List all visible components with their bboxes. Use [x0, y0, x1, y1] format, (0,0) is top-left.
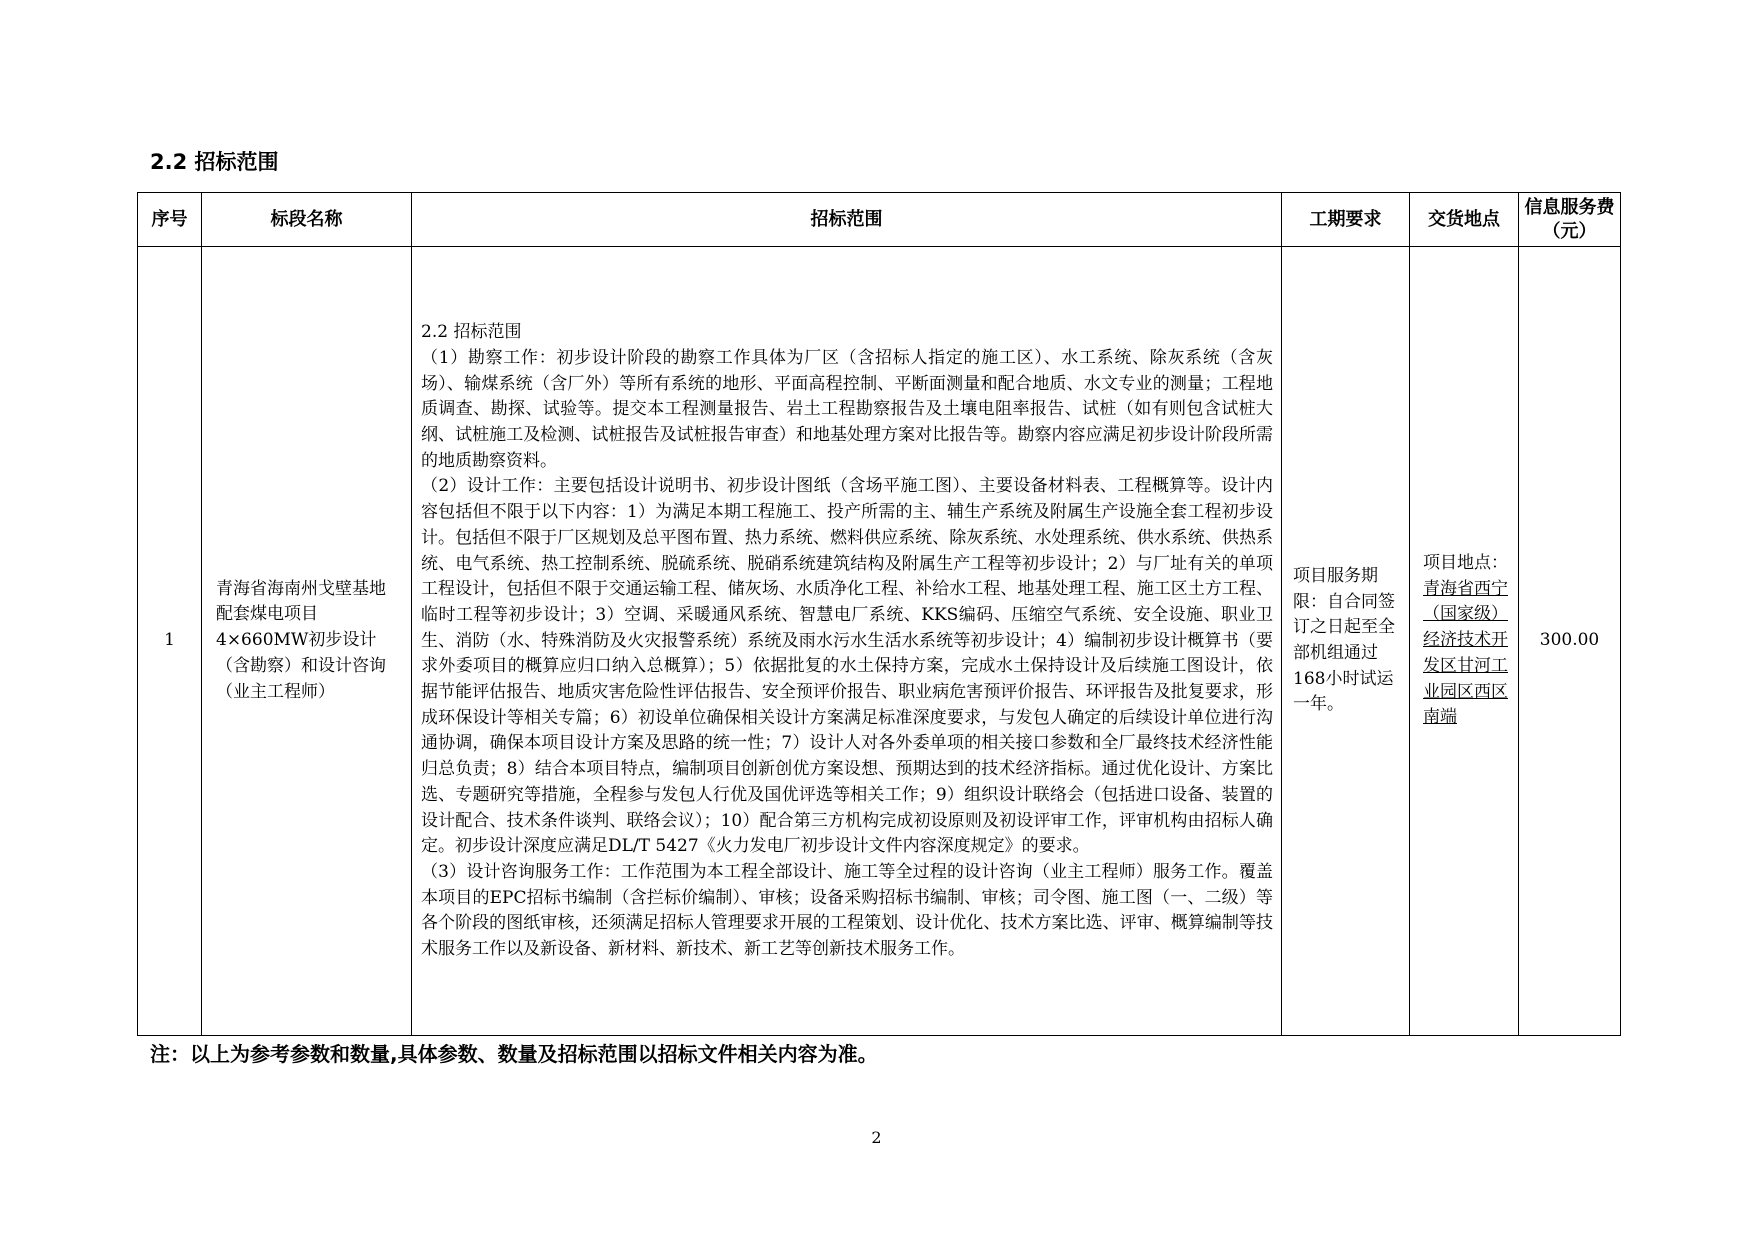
footnote: 注：以上为参考参数和数量,具体参数、数量及招标范围以招标文件相关内容为准。 — [150, 1042, 878, 1066]
section-title: 2.2 招标范围 — [150, 150, 279, 174]
table-header-row — [138, 193, 1621, 247]
row-no: 1 — [138, 247, 202, 1036]
header-name: 标段名称 — [202, 193, 412, 247]
header-scope: 招标范围 — [412, 193, 1282, 247]
row-scope — [412, 247, 1282, 1036]
bid-scope-table — [137, 192, 1621, 1036]
scope-survey: （1）勘察工作：初步设计阶段的勘察工作具体为厂区（含招标人指定的施工区）、水工系统、除灰系统（含灰场）、输煤系统（含厂外）等所有系统的地形、平面高程控制、平断面测量和配合地质、水文专业的测量；工程地质调查、勘探、试验等。提交本工程测量报告、岩土工程勘察报告及土壤电阻率报告、试桩（如有则包含试桩大纲、试桩施工及检测、试桩报告及试桩报告审查）和地基处理方案对比报告等。勘察内容应满足初步设计阶段所需的地质勘察资料。 — [421, 347, 1273, 471]
scope-consulting: （3）设计咨询服务工作：工作范围为本工程全部设计、施工等全过程的设计咨询（业主工程师）服务工作。覆盖本项目的EPC招标书编制（含拦标价编制）、审核；设备采购招标书编制、审核；司令图、施工图（一、二级）等各个阶段的图纸审核，还须满足招标人管理要求开展的工程策划、设计优化、技术方案比选、评审、概算编制等技术服务工作以及新设备、新材料、新技术、新工艺等创新技术服务工作。 — [421, 861, 1273, 960]
row-fee: 300.00 — [1519, 247, 1621, 1036]
header-place: 交货地点 — [1410, 193, 1519, 247]
row-lot-name: 青海省海南州戈壁基地配套煤电项目4×660MW初步设计（含勘察）和设计咨询（业主工程师） — [202, 247, 412, 1036]
header-period: 工期要求 — [1282, 193, 1410, 247]
row-period: 项目服务期限：自合同签订之日起至全部机组通过168小时试运一年。 — [1282, 247, 1410, 1036]
table-row — [138, 247, 1621, 1036]
row-place — [1410, 247, 1519, 1036]
place-address: 青海省西宁（国家级）经济技术开发区甘河工业园区西区南端 — [1423, 578, 1508, 728]
place-prefix: 项目地点： — [1423, 553, 1508, 574]
scope-design: （2）设计工作：主要包括设计说明书、初步设计图纸（含场平施工图）、主要设备材料表、工程概算等。设计内容包括但不限于以下内容：1）为满足本期工程施工、投产所需的主、辅生产系统及附属生产设施全套工程初步设计。包括但不限于厂区规划及总平图布置、热力系统、燃料供应系统、除灰系统、水处理系统、供水系统、供热系统、电气系统、热工控制系统、脱硫系统、脱硝系统建筑结构及附属生产工程等初步设计；2）与厂址有关的单项工程设计，包括但不限于交通运输工程、储灰场、水质净化工程、补给水工程、地基处理工程、施工区土方工程、临时工程等初步设计；3）空调、采暖通风系统、智慧电厂系统、KKS编码、压缩空气系统、安全设施、职业卫生、消防（水、特殊消防及火灾报警系统）系统及雨水污水生活水系统等初步设计；4）编制初步设计概算书（要求外委项目的概算应归口纳入总概算）；5）依据批复的水土保持方案，完成水土保持设计及后续施工图设计，依据节能评估报告、地质灾害危险性评估报告、安全预评价报告、职业病危害预评价报告、环评报告及批复要求，形成环保设计等相关专篇；6）初设单位确保相关设计方案满足标准深度要求，与发包人确定的后续设计单位进行沟通协调，确保本项目设计方案及思路的统一性；7）设计人对各外委单项的相关接口参数和全厂最终技术经济性能归总负责；8）结合本项目特点，编制项目创新创优方案设想、预期达到的技术经济指标。通过优化设计、方案比选、专题研究等措施，全程参与发包人行优及国优评选等相关工作；9）组织设计联络会（包括进口设备、装置的设计配合、技术条件谈判、联络会议）；10）配合第三方机构完成初设原则及初设评审工作，评审机构由招标人确定。初步设计深度应满足DL/T 5427《火力发电厂初步设计文件内容深度规定》的要求。 — [421, 476, 1273, 857]
scope-heading: 2.2 招标范围 — [421, 322, 522, 343]
header-no: 序号 — [138, 193, 202, 247]
header-fee: 信息服务费（元） — [1519, 193, 1621, 247]
page-number: 2 — [871, 1128, 882, 1147]
